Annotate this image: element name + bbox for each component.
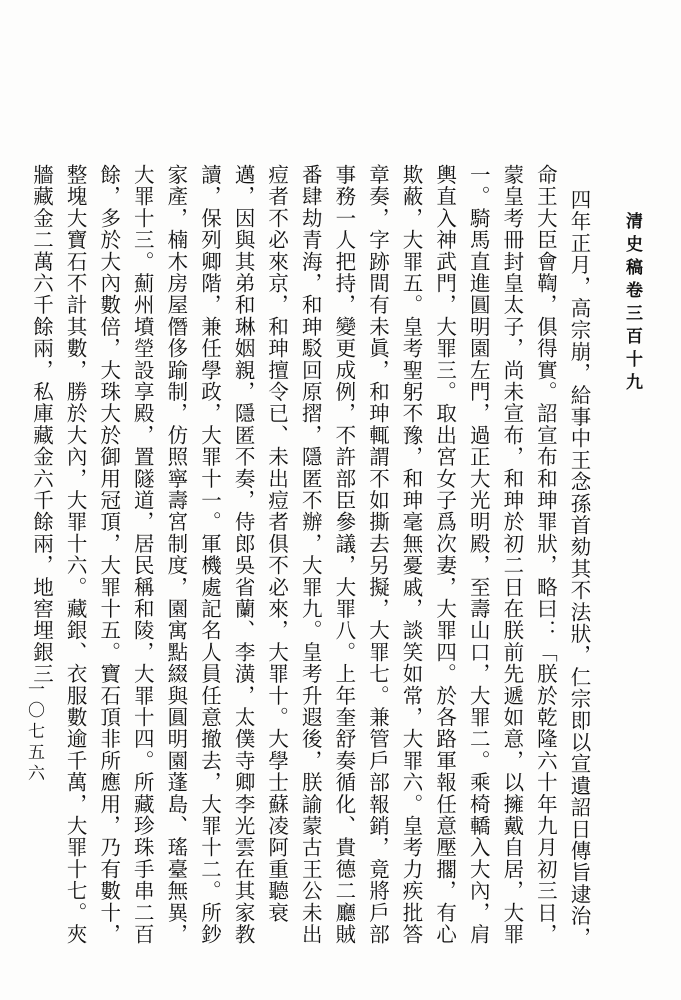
text-paragraph: 四年正月，高宗崩，給事中王念孫首劾其不法狀，仁宗即以宣遺詔日傳旨逮治，命王大臣會鞫，俱得實。詔宣布和珅罪狀，略曰：「朕於乾隆六十年九月初三日，蒙皇考冊封皇太子，尚未宣布，和珅於初二日在朕前先遞如意，以擁戴自居，大罪一。騎馬直進圓明園左門，過正大光明殿，至壽山口，大罪二。乘椅轎入大內，肩輿直入神武門，大罪三。取出宮女子爲次妻，大罪四。於各路軍報任意壓擱，有心欺蔽，大罪五。皇考聖躬不豫，和珅毫無憂戚，談笑如常，大罪六。皇考力疾批答章奏，字跡間有未眞，和珅輒謂不如撕去另擬，大罪七。兼管戶部報銷，竟將戶部事務一人把持，變更成例，不許部臣參議，大罪八。上年奎舒奏循化、貴德二廳賊番肆劫青海，和珅駁回原摺，隱匿不辦，大罪九。皇考升遐後，朕諭蒙古王公未出痘者不必來京，和珅擅令已、未出痘者俱不必來，大罪十。大學士蘇凌阿重聽衰邁，因與其弟和琳姻親，隱匿不奏，侍郎吳省蘭、李潢，太僕寺卿李光雲在其家教讀，保列卿階，兼任學政，大罪十一。軍機處記名人員任意撤去，大罪十二。所鈔家產，楠木房屋僭侈踰制，仿照寧壽宮制度，園寓點綴與圓明園蓬島、瑤臺無異，大罪十三。薊州墳塋設享殿，置隧道，居民稱和陵，大罪十四。所藏珍珠手串二百餘，多於大內數倍，大珠大於御用冠頂，大罪十五。寶石頂非所應用，乃有數十，整塊大寶石不計其數，勝於大內，大罪十六。藏銀、衣服數逾千萬，大罪十七。夾牆藏金二萬六千餘兩，私庫藏金六千餘兩，地窖埋銀三 — [29, 164, 591, 949]
page-number: 一〇七五六 — [24, 680, 44, 785]
book-title-header: 清史稿卷三百十九 — [622, 212, 642, 396]
